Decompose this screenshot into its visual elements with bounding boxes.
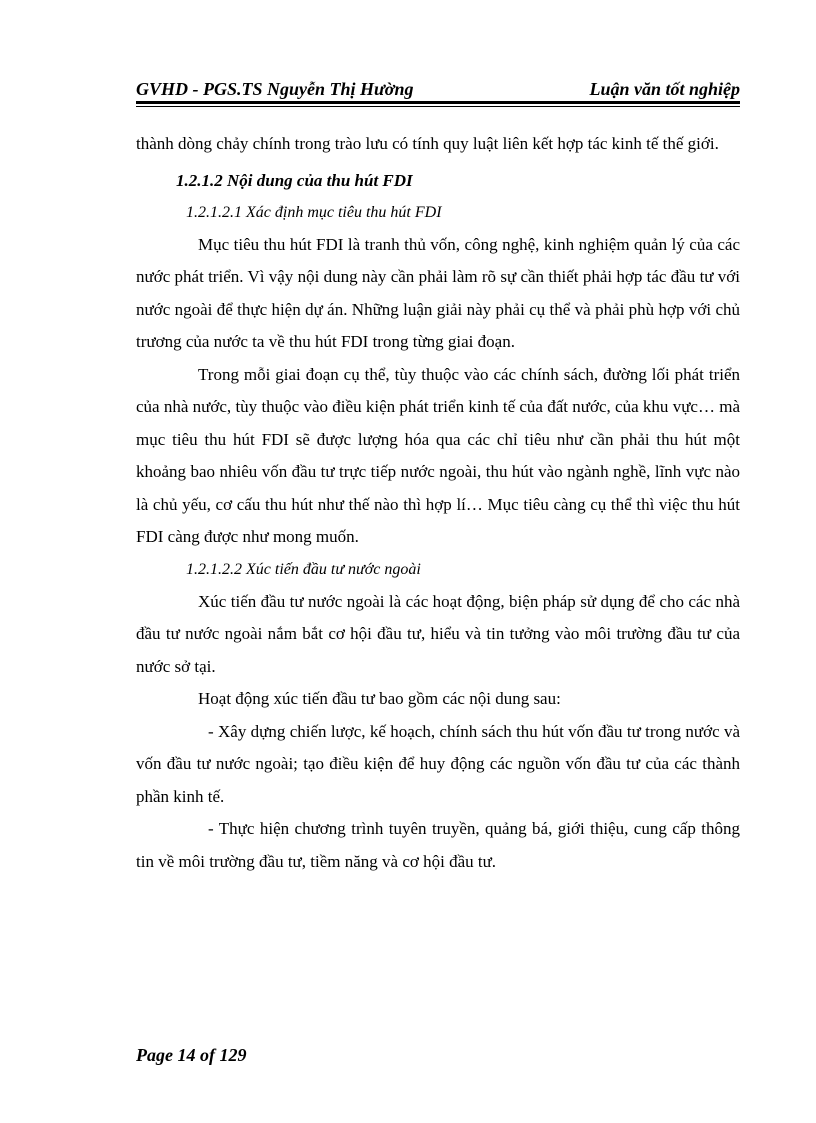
header-doc-type: Luận văn tốt nghiệp <box>589 79 740 99</box>
section-heading: 1.2.1.2 Nội dung của thu hút FDI <box>176 170 413 190</box>
list-item: - Xây dựng chiến lược, kế hoạch, chính sách thu hút vốn đầu tư trong nước và vốn đầu tư nước ngoài; tạo điều kiện để huy động các nguồn vốn đầu tư của các thành phần kinh tế. <box>136 721 740 806</box>
subsection-heading-2: 1.2.1.2.2 Xúc tiến đầu tư nước ngoài <box>186 560 421 578</box>
header-rule <box>136 101 740 104</box>
paragraph: Hoạt động xúc tiến đầu tư bao gồm các nội dung sau: <box>198 689 561 708</box>
subsection-heading-1: 1.2.1.2.1 Xác định mục tiêu thu hút FDI <box>186 203 442 221</box>
paragraph: Xúc tiến đầu tư nước ngoài là các hoạt động, biện pháp sử dụng để cho các nhà đầu tư nước ngoài nắm bắt cơ hội đầu tư, hiểu và tin tưởng vào môi trường đầu tư của nước sở tại. <box>136 591 740 676</box>
intro-paragraph: thành dòng chảy chính trong trào lưu có tính quy luật liên kết hợp tác kinh tế thế giới. <box>136 134 719 153</box>
list-item: - Thực hiện chương trình tuyên truyền, quảng bá, giới thiệu, cung cấp thông tin về môi trường đầu tư, tiềm năng và cơ hội đầu tư. <box>136 819 740 871</box>
paragraph: Trong mỗi giai đoạn cụ thể, tùy thuộc vào các chính sách, đường lối phát triển của nhà nước, tùy thuộc vào điều kiện phát triển kinh tế của đất nước, của khu vực… mà mục tiêu thu hút FDI sẽ được lượng hóa qua các chỉ tiêu như cần phải thu hút một khoảng bao nhiêu vốn đầu tư trực tiếp nước ngoài, thu hút vào ngành nghề, lĩnh vực nào là chủ yếu, cơ cấu thu hút như thế nào thì hợp lí… Mục tiêu càng cụ thể thì việc thu hút FDI càng được như mong muốn. <box>136 364 740 546</box>
page-header <box>136 76 740 102</box>
page-number: Page 14 of 129 <box>136 1045 247 1065</box>
paragraph: Mục tiêu thu hút FDI là tranh thủ vốn, công nghệ, kinh nghiệm quản lý của các nước phát triển. Vì vậy nội dung này cần phải làm rõ sự cần thiết phải hợp tác đầu tư với nước ngoài để thực hiện dự án. Những luận giải này phải cụ thể và phải phù hợp với chủ trương của nước ta về thu hút FDI trong từng giai đoạn. <box>136 234 740 351</box>
page-body <box>136 128 740 878</box>
header-rule-thin <box>136 106 740 107</box>
header-supervisor: GVHD - PGS.TS Nguyễn Thị Hường <box>136 79 414 99</box>
